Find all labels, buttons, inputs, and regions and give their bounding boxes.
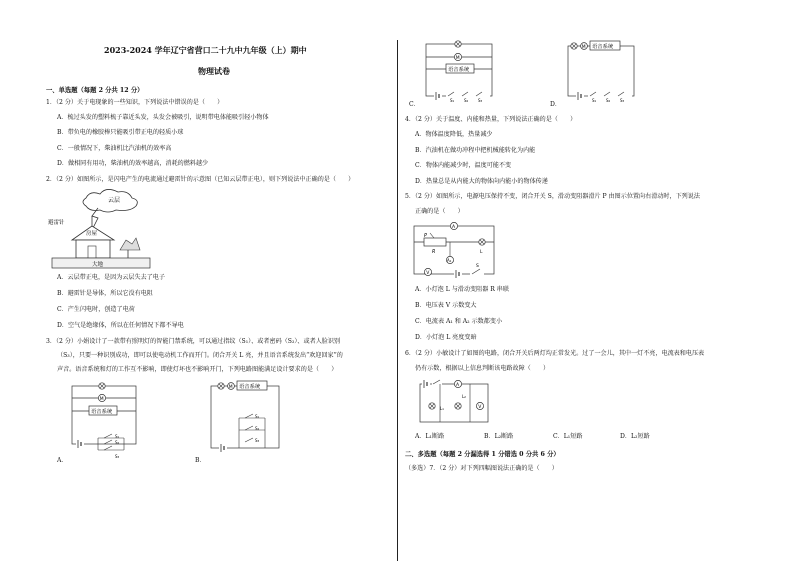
svg-text:R: R bbox=[432, 250, 436, 255]
svg-text:M: M bbox=[455, 56, 460, 61]
svg-text:M: M bbox=[581, 45, 586, 50]
rheostat-icon bbox=[424, 238, 446, 246]
tree-shape bbox=[120, 238, 140, 250]
q5-option-c[interactable]: C．电流表 A₁ 和 A₂ 示数都变小 bbox=[415, 318, 503, 325]
q3-circuit-d bbox=[562, 38, 642, 102]
section-single-choice: 一、单选题（每题 2 分共 12 分） bbox=[46, 87, 144, 94]
svg-text:L₁: L₁ bbox=[440, 406, 444, 411]
q4-option-d[interactable]: D．热量总是从内能大的物体向内能小的物体传递 bbox=[415, 178, 548, 185]
svg-text:S₃: S₃ bbox=[478, 98, 483, 103]
motor-label: M bbox=[99, 397, 104, 402]
q3-circuit-c bbox=[420, 38, 500, 102]
q3-stem-line3: 声音。语音系统和灯的工作互不影响，即使灯坏也不影响开门，下列电路图能满足设计要求的是（ ） bbox=[57, 366, 338, 373]
svg-text:A: A bbox=[456, 383, 460, 388]
svg-text:S₃: S₃ bbox=[115, 454, 120, 459]
svg-text:S₂: S₂ bbox=[606, 98, 611, 103]
svg-text:语音系统: 语音系统 bbox=[592, 44, 614, 50]
svg-text:S₂: S₂ bbox=[115, 440, 120, 445]
svg-text:M: M bbox=[228, 385, 233, 390]
house-door bbox=[88, 246, 96, 258]
section-multi-choice: 二、多选题（每题 2 分漏选得 1 分错选 0 分共 6 分） bbox=[405, 451, 560, 458]
q6-option-c[interactable]: C．L₁短路 bbox=[553, 433, 583, 440]
q2-option-d[interactable]: D．空气是绝缘体，所以在任何情况下都不导电 bbox=[57, 322, 184, 329]
q3-option-d[interactable]: D． bbox=[550, 101, 561, 108]
svg-text:P: P bbox=[424, 234, 427, 239]
q3-circuit-a bbox=[62, 378, 142, 460]
q4-option-b[interactable]: B．汽油机在做功冲程中把机械能转化为内能 bbox=[415, 147, 536, 154]
svg-text:S₁: S₁ bbox=[592, 98, 597, 103]
svg-text:V: V bbox=[478, 405, 482, 410]
q5-option-d[interactable]: D．小灯泡 L 亮度变暗 bbox=[415, 334, 477, 341]
exam-subtitle: 物理试卷 bbox=[198, 66, 230, 76]
q3-option-b[interactable]: B． bbox=[195, 457, 206, 464]
q2-option-a[interactable]: A．云层带正电，是因为云层失去了电子 bbox=[57, 274, 165, 281]
q6-option-b[interactable]: B．L₂断路 bbox=[484, 433, 514, 440]
svg-text:S₁: S₁ bbox=[115, 434, 120, 439]
q3-circuit-b bbox=[205, 378, 285, 460]
svg-text:A₁: A₁ bbox=[447, 258, 452, 263]
q1-stem: 1．（2 分）关于电现象的一些知识，下列说法中错误的是（ ） bbox=[46, 99, 224, 106]
house-label: 房屋 bbox=[86, 231, 98, 237]
svg-text:S₃: S₃ bbox=[620, 98, 625, 103]
q1-option-b[interactable]: B．带负电的橡胶棒只能吸引带正电的轻质小球 bbox=[57, 129, 184, 136]
svg-text:S₂: S₂ bbox=[255, 426, 260, 431]
rod-label: 避雷针 bbox=[48, 220, 65, 226]
q3-stem-line1: 3．（2 分）小娟设计了一款带有照明灯的智能门禁系统，可以通过指纹（S₁）、或者密码（S₂）、或者人脸识别 bbox=[46, 338, 341, 345]
q1-option-a[interactable]: A．梳过头发的塑料梳子靠近头发，头发会被吸引，说明带电体能吸引轻小物体 bbox=[57, 114, 269, 121]
q6-option-d[interactable]: D．L₂短路 bbox=[620, 433, 650, 440]
q6-stem-line1: 6．（2 分）小敏设计了如图的电路，闭合开关后两灯均正常发光。过了一会儿，其中一灯不亮，电流表和电压表 bbox=[405, 350, 705, 357]
q3-option-a[interactable]: A． bbox=[57, 457, 68, 464]
svg-text:A: A bbox=[452, 225, 456, 230]
q3-stem-line2: （S₃），只要一种识别成功，即可以使电动机工作而开门。闭合开关 L 亮，并且语音系统发出“欢迎回家”的 bbox=[57, 352, 343, 359]
q4-option-c[interactable]: C．物体内能减少时，温度可能不变 bbox=[415, 162, 512, 169]
q4-option-a[interactable]: A．物体温度降低，热量减少 bbox=[415, 131, 493, 138]
q5-option-b[interactable]: B．电压表 V 示数变大 bbox=[415, 302, 477, 309]
svg-text:S₁: S₁ bbox=[450, 98, 455, 103]
q1-option-d[interactable]: D．做相同有用功，柴油机的效率越高，消耗的燃料越少 bbox=[57, 160, 209, 167]
q6-stem-line2: 仍有示数，根据以上信息判断该电路故障（ ） bbox=[415, 365, 550, 372]
q1-option-c[interactable]: C．一般情况下，柴油机比汽油机的效率高 bbox=[57, 145, 172, 152]
svg-text:语音系统: 语音系统 bbox=[448, 67, 470, 73]
svg-text:S: S bbox=[476, 264, 479, 269]
q5-stem-line2: 正确的是（ ） bbox=[415, 208, 464, 215]
svg-text:S₃: S₃ bbox=[255, 438, 260, 443]
svg-text:语音系统: 语音系统 bbox=[239, 384, 261, 390]
voice-label: 语音系统 bbox=[91, 409, 113, 415]
svg-text:S₁: S₁ bbox=[255, 414, 260, 419]
q5-stem-line1: 5．（2 分）如图所示，电源电压保持不变，闭合开关 S，滑动变阻器滑片 P 由图示位置向右滑动时，下列说法 bbox=[405, 193, 700, 200]
svg-text:V: V bbox=[426, 271, 430, 276]
q6-option-a[interactable]: A．L₁断路 bbox=[415, 433, 445, 440]
exam-title: 2023-2024 学年辽宁省营口二十九中九年级（上）期中 bbox=[104, 45, 307, 55]
q2-option-c[interactable]: C．产生闪电时，创造了电荷 bbox=[57, 306, 135, 313]
cloud-label: 云层 bbox=[108, 197, 121, 204]
column-divider bbox=[397, 40, 398, 561]
ground-label: 大地 bbox=[92, 262, 104, 268]
q5-circuit bbox=[410, 220, 500, 280]
lightning-rod-figure bbox=[48, 190, 158, 268]
q3-option-c[interactable]: C． bbox=[409, 101, 420, 108]
svg-text:S₂: S₂ bbox=[464, 98, 469, 103]
q4-stem: 4．（2 分）关于温度、内能和热量，下列说法正确的是（ ） bbox=[405, 116, 577, 123]
q2-option-b[interactable]: B．避雷针是导体，所以它没有电阻 bbox=[57, 290, 153, 297]
q7-stem: （多选）7．（2 分）对下列四幅图说法正确的是（ ） bbox=[405, 465, 558, 472]
svg-text:L: L bbox=[480, 250, 483, 255]
q6-circuit bbox=[418, 378, 494, 426]
q2-stem: 2．（2 分）如图所示，是闪电产生的电流通过避雷针的示意图（已知云层带正电），则下列说法中正确的是（ ） bbox=[46, 176, 355, 183]
svg-text:L₂: L₂ bbox=[462, 394, 466, 399]
q5-option-a[interactable]: A．小灯泡 L 与滑动变阻器 R 串联 bbox=[415, 286, 509, 293]
